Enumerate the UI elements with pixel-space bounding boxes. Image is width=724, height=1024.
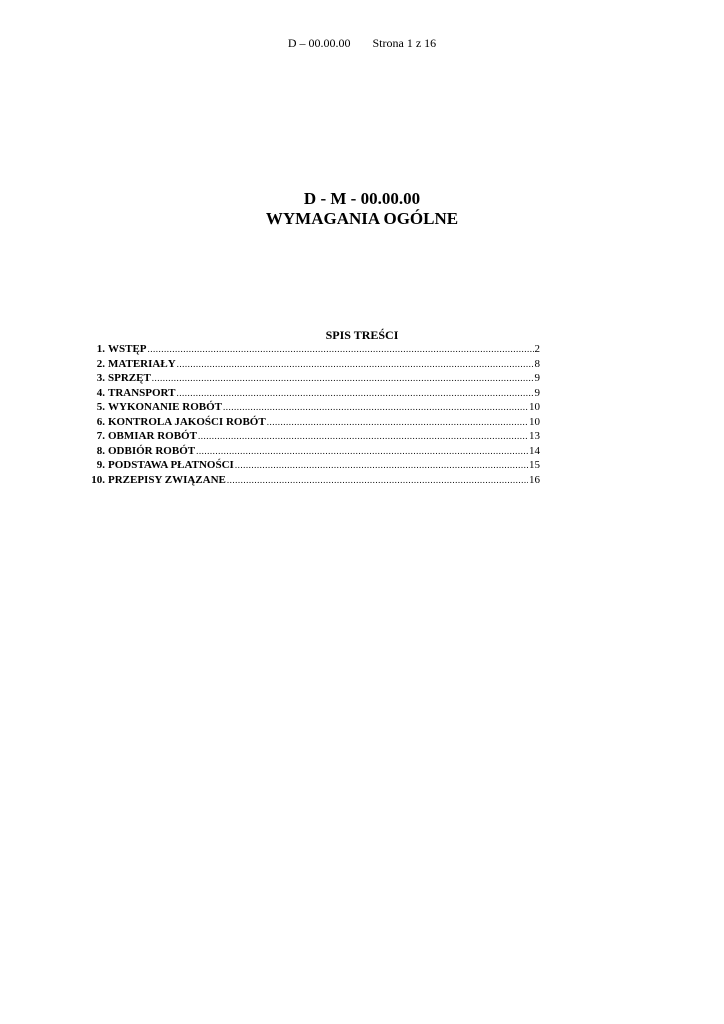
page-number: Strona 1 z 16 [372, 36, 437, 50]
toc-item[interactable] [80, 386, 540, 401]
toc-item-number: 7. [96, 430, 105, 442]
toc-dot-leader [196, 444, 528, 459]
toc-dot-leader [267, 415, 528, 430]
toc-item[interactable] [80, 473, 540, 488]
toc-item-page: 15 [529, 459, 540, 471]
toc-item-label: PODSTAWA PŁATNOŚCI [108, 459, 234, 471]
toc-item[interactable] [80, 458, 540, 473]
toc-item-number: 6. [96, 415, 105, 428]
toc-item-page: 14 [529, 444, 540, 457]
toc-item-page: 2 [534, 343, 540, 355]
toc-item[interactable] [80, 444, 540, 459]
document-code: D - M - 00.00.00 [303, 189, 421, 208]
toc-item-page: 9 [534, 372, 540, 384]
toc-item-label: OBMIAR ROBÓT [108, 430, 197, 442]
toc-item-number: 9. [96, 459, 105, 471]
toc-item-number: 10. [91, 473, 105, 486]
page-header [0, 36, 724, 51]
toc-item-label: WSTĘP [108, 343, 147, 355]
toc-item-label: PRZEPISY ZWIĄZANE [108, 473, 226, 486]
toc-item[interactable] [80, 400, 540, 415]
toc-item-page: 16 [529, 473, 540, 486]
toc-dot-leader [223, 400, 528, 415]
table-of-contents [80, 342, 540, 487]
toc-dot-leader [198, 429, 528, 444]
toc-item-page: 10 [529, 415, 540, 428]
toc-dot-leader [227, 473, 528, 488]
document-reference: D – 00.00.00 [287, 36, 351, 50]
toc-item-page: 10 [529, 401, 540, 413]
toc-item[interactable] [80, 342, 540, 357]
toc-item-label: KONTROLA JAKOŚCI ROBÓT [108, 415, 266, 428]
toc-item-page: 13 [529, 430, 540, 442]
toc-dot-leader [235, 458, 528, 473]
toc-item-page: 8 [534, 357, 540, 370]
toc-dot-leader [176, 386, 533, 401]
toc-item[interactable] [80, 371, 540, 386]
toc-item-number: 3. [96, 372, 105, 384]
toc-item-number: 1. [96, 343, 105, 355]
toc-item-label: SPRZĘT [108, 372, 151, 384]
toc-item-label: MATERIAŁY [108, 357, 176, 370]
toc-item-number: 2. [96, 357, 105, 370]
toc-dot-leader [152, 371, 534, 386]
toc-item-number: 8. [96, 444, 105, 457]
toc-item-label: ODBIÓR ROBÓT [108, 444, 196, 457]
toc-item-label: WYKONANIE ROBÓT [108, 401, 222, 413]
toc-dot-leader [148, 342, 534, 357]
toc-item[interactable] [80, 429, 540, 444]
toc-item-page: 9 [534, 386, 540, 399]
toc-item[interactable] [80, 357, 540, 372]
toc-item-number: 5. [96, 401, 105, 413]
toc-dot-leader [177, 357, 534, 372]
toc-heading: SPIS TREŚCI [325, 328, 399, 342]
toc-item-number: 4. [96, 386, 105, 399]
document-title: WYMAGANIA OGÓLNE [265, 209, 459, 228]
toc-item-label: TRANSPORT [108, 386, 176, 399]
toc-item[interactable] [80, 415, 540, 430]
